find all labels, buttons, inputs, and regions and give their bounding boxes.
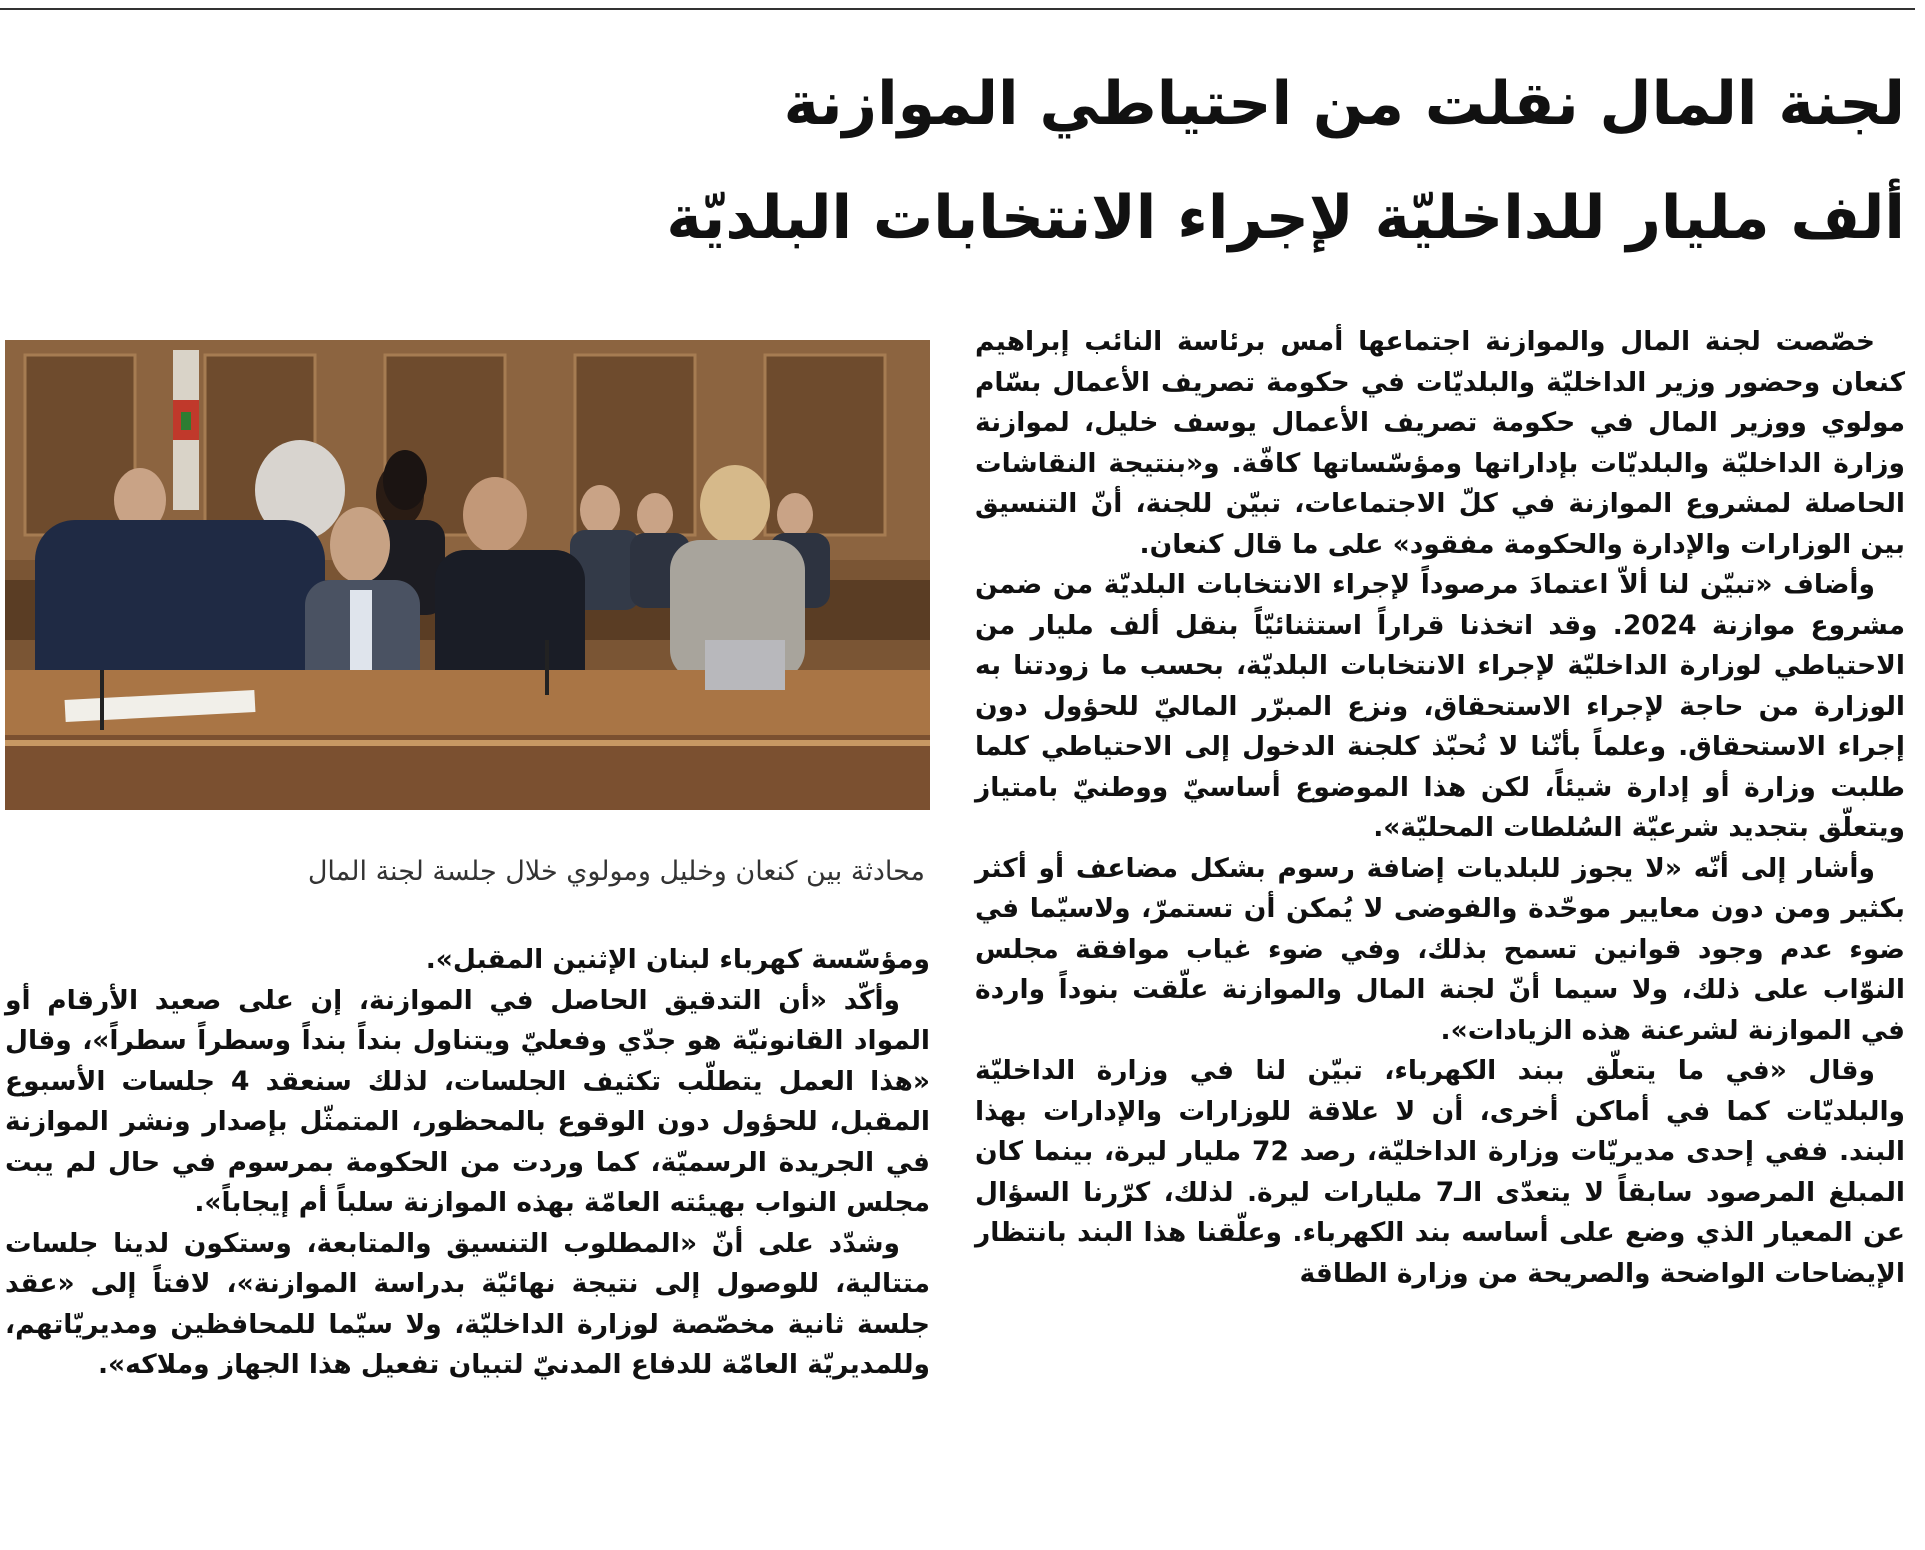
paragraph: وشدّد على أنّ «المطلوب التنسيق والمتابعة، وستكون لدينا جلسات متتالية، للوصول إلى نتيجة نهائيّة بدراسة الموازنة»، لافتاً إلى «عقد جلسة ثانية مخصّصة لوزارة الداخليّة، ولا سيّما للمحافظين ومديريّاتهم، وللمديريّة العامّة للدفاع المدنيّ لتبيان تفعيل هذا الجهاز وملاكه». bbox=[5, 1227, 930, 1380]
top-rule bbox=[0, 8, 1915, 10]
headline-line-2: ألف مليار للداخليّة لإجراء الانتخابات البلديّة bbox=[666, 183, 1905, 253]
paragraph: وأكّد «أن التدقيق الحاصل في الموازنة، إن على صعيد الأرقام أو المواد القانونيّة هو جدّي وفعليّ ويتناول بنداً بنداً وسطراً سطراً»، وقال «هذا العمل يتطلّب تكثيف الجلسات، لذلك سنعقد 4 جلسات الأسبوع المقبل، للحؤول دون الوقوع بالمحظور، المتمثّل بإصدار ونشر الموازنة في الجريدة الرسميّة، كما وردت من الحكومة بمرسوم في حال لم يبت مجلس النواب بهيئته العامّة بهذه الموازنة سلباً أم إيجاباً». bbox=[5, 984, 930, 1218]
headline-line-1: لجنة المال نقلت من احتياطي الموازنة bbox=[783, 69, 1905, 139]
photo-caption: محادثة بين كنعان وخليل ومولوي خلال جلسة لجنة المال bbox=[307, 856, 925, 887]
paragraph: وأضاف «تبيّن لنا ألاّ اعتمادَ مرصوداً لإجراء الانتخابات البلديّة من ضمن مشروع موازنة 2024. وقد اتخذنا قراراً استثنائيّاً بنقل ألف مليار من الاحتياطي لوزارة الداخليّة لإجراء الانتخابات البلديّة، بحسب ما زودتنا به الوزارة من حاجة لإجراء الاستحقاق، ونزع المبرّر الماليّ للحؤول دون إجراء الاستحقاق. وعلماً بأنّنا لا نُحبّذ كلجنة الدخول إلى الاحتياطي كلما طلبت وزارة أو إدارة شيئاً، لكن هذا الموضوع أساسيّ ووطنيّ بامتياز ويتعلّق بتجديد شرعيّة السُلطات المحليّة». bbox=[975, 569, 1905, 843]
committee-meeting-photo bbox=[5, 340, 930, 810]
paragraph: وأشار إلى أنّه «لا يجوز للبلديات إضافة رسوم بشكل مضاعف أو أكثر بكثير ومن دون معايير موحّدة والفوضى لا يُمكن أن تستمرّ، ولاسيّما في ضوء عدم وجود قوانين تسمح بذلك، وفي ضوء غياب موافقة مجلس النوّاب على ذلك، ولا سيما أنّ لجنة المال والموازنة علّقت بنوداً واردة في الموازنة لشرعنة هذه الزيادات». bbox=[975, 852, 1905, 1046]
paragraph: وقال «في ما يتعلّق ببند الكهرباء، تبيّن لنا في وزارة الداخليّة والبلديّات كما في أماكن أخرى، أن لا علاقة للوزارات والإدارات بهذا البند. ففي إحدى مديريّات وزارة الداخليّة، رصد 72 مليار ليرة، بينما كان المبلغ المرصود سابقاً لا يتعدّى الـ7 مليارات ليرة. لذلك، كرّرنا السؤال عن المعيار الذي وضع على أساسه بند الكهرباء. وعلّقنا هذا البند بانتظار الإيضاحات الواضحة والصريحة من وزارة الطاقة bbox=[975, 1055, 1906, 1289]
paragraph: خصّصت لجنة المال والموازنة اجتماعها أمس برئاسة النائب إبراهيم كنعان وحضور وزير الداخليّة والبلديّات في حكومة تصريف الأعمال بسّام مولوي ووزير المال في حكومة تصريف الأعمال يوسف خليل، لموازنة وزارة الداخليّة والبلديّات بإداراتها ومؤسّساتها كافّة. و«بنتيجة النقاشات الحاصلة لمشروع الموازنة في كلّ الاجتماعات، تبيّن للجنة، أنّ التنسيق بين الوزارات والإدارة والحكومة مفقود» على ما قال كنعان. bbox=[975, 326, 1905, 560]
article-left-column bbox=[5, 940, 930, 1386]
photo-illustration bbox=[5, 340, 930, 810]
paragraph: ومؤسّسة كهرباء لبنان الإثنين المقبل». bbox=[425, 944, 930, 975]
article-right-column bbox=[975, 322, 1905, 1294]
